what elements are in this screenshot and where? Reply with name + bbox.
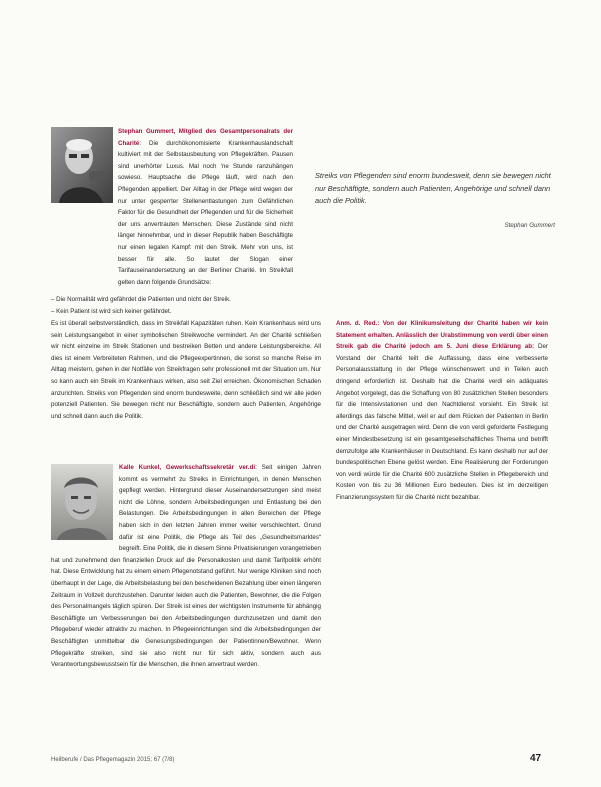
section1-name: Stephan Gummert	[118, 128, 174, 135]
page-number: 47	[530, 753, 542, 764]
section2-body: : Seit einigen Jahren kommt es vermehrt zu Streiks in Einrichtungen, in denen Menschen gepflegt werden. Hintergrund dieser Auseinandersetzungen sind meist nicht die Löhne, sondern Arbeitsbedingungen und Entlastung bei den Belastungen. Die Arbeitsbedingungen in allen Bereichen der Pflege haben sich in den letzten Jahren immer weiter verschlechtert. Grund dafür ist eine Politik, die Pflege als Teil des „Gesundheitsmarktes“ begreift. Eine Politik, die in diesem Sinne Privatisierungen vorangetrieben hat und zunehmend den finanziellen Druck auf die Personalkosten und damit Tarifpolitik erhöht hat. Diese Entwicklung hat zu einem einem Pflegenotstand geführt. Nur wenige Kliniken sind noch überhaupt in der Lage, die Arbeitsbelastung bei den bescheidenen Bezahlung über einen längeren Zeitraum in Vollzeit durchzustehen. Darunter leiden auch die Patienten, Bewohner, die die Folgen des Personalmangels täglich spüren. Der Streik ist eines der wichtigsten Instrumente für abhängig Beschäftigte um Verbesserungen bei den Arbeitsbedingungen durchzusetzen und damit den Pflegeberuf wieder attraktiv zu machen. In Pflegeeinrichtungen sind die Arbeitsbedingungen der Beschäftigten unmittelbar die Genesungsbedingungen der Patientinnen/Bewohner. Wenn Pflegekräfte streiken, sind sie also nicht nur für sich aktiv, sondern auch aus Verantwortungsbewusstsein für die Menschen, die ihnen anvertraut werden.	[51, 464, 321, 669]
section1-text: : Die durchökonomisierte Krankenhauslandschaft kultiviert mit der Selbstausbeutung von Pflegekräften. Pausen sind unerhörter Luxus. Mal noch 'ne Stunde ranzuhängen sowieso. Hauptsache die Pflege läuft, wird nach den Pflegenden appelliert. Der Alltag in der Pflege wird wegen der nur unter gesperrter Stellenentlastungen zum Gefährlichen Faktor für die Gesundheit der Pflegenden und für die Sicherheit der uns anvertrauten Menschen. Diese Zustände sind nicht länger hinnehmbar, und in dieser Republik haben Beschäftigte nur einen legalen Kampf: mit den Streik. Mehr von uns, ist besser für alle. So lautet der Slogan einer Tarifauseinandersetzung an der Berliner Charité. Im Streikfall gelten dann folgende Grundsätze:	[118, 139, 293, 286]
list-item: – Die Normalität wird gefährdet die Patienten und nicht der Streik.	[51, 296, 231, 303]
list-item: – Kein Patient ist wird sich keiner gefährdet.	[51, 307, 172, 315]
footer-journal: Heilberufe / Das Pflegemagazin 2015; 67 (7/8)	[51, 757, 175, 763]
section2-name: Kalle Kunkel	[119, 464, 160, 471]
section1-continuation	[51, 318, 321, 422]
pull-quote-text: Streiks von Pflegenden sind enorm bundesweit, denn sie bewegen nicht nur Beschäftigte, sondern auch Patienten, Angehörige und schnell dann auch die Politik.	[315, 171, 551, 205]
editorial-note	[336, 318, 548, 504]
pull-quote	[315, 170, 555, 208]
list-item-text: Die Normalität wird gefährdet die Patienten und nicht der Streik.	[56, 296, 231, 303]
editorial-note-heading: Anm. d. Red.: Von der Klinikumsleitung der Charité haben wir kein Statement erhalten. Anlässlich der Urabstimmung von verdi über einen Streik gab die Charité jedoch am 5. Juni diese Erklärung ab:	[336, 320, 548, 351]
section1-continuation-text: Es ist überall selbstverständlich, dass im Streikfall Kapazitäten ruhen. Kein Krankenhaus wird uns sein Leistungsangebot in einer symbolischen Streikwoche vermindert. An der Charité schließen wir nicht einzelne im Streik Stationen und bestreiken Betten und andere Leistungsbereiche. All dies ist einem Verbreiteten Rahmen, und die Pflegeexpertinnen, die sonst so manche Reise im Alltag meistern, gehen in der Notfälle von Streikfragen sehr professionell mit der Situation um. Nur so kann auch ein Streik im Krankenhaus wirken, also seit Ziel erreichen. Ökonomischen Schaden anzurichten. Streiks von Pflegenden sind enorm bundesweite, denn schließlich sind wir alle jeden potenziell Patienten. Sie bewegen nicht nur Beschäftigte, sondern auch Patienten, Angehörige und schnell dann auch die Politik.	[51, 320, 321, 420]
photo-stephan-gummert	[51, 127, 113, 203]
section1-list	[51, 294, 321, 317]
pull-quote-author: Stephan Gummert	[504, 222, 555, 229]
portrait-illustration	[51, 127, 113, 203]
section1-role: , Mitglied des Gesamtpersonalrats der Charité	[118, 128, 293, 147]
section2-role: , Gewerkschaftssekretär ver.di	[159, 464, 256, 471]
editorial-note-statement: Der Vorstand der Charité teilt die Auffassung, dass eine verbesserte Personalausstattung in der Pflege wünschenswert und in Teilen auch dringend erforderlich ist. Deshalb hat die Charité verdi ein adäquates Angebot vorgelegt, das die Schaffung von 80 zusätzlichen Stellen besonders für die Intensivstationen und den Nachtdienst vorsieht. Ein Streik ist allerdings das falsche Mittel, weil er auf dem Rücken der Patienten in Berlin und der Charité ausgetragen wird. Denn die von verdi geforderte Festlegung einer Mindestbesetzung ist ein gesamtgesellschaftliches Thema und betrifft demzufolge alle Krankenhäuser in Deutschland. Es kann deshalb nur auf der bundespolitischen Ebene gelöst werden. Eine Realisierung der Forderungen von verdi würde für die Charité 600 zusätzliche Stellen in Pflegebereich und Kosten von bis zu 36 Millionen Euro bedeuten. Dies ist im derzeitigen Finanzierungssystem für die Charité nicht bezahlbar.	[336, 343, 548, 501]
section2-text	[51, 462, 321, 671]
photo-float-space	[51, 462, 119, 546]
section1-intro	[118, 126, 293, 288]
list-item-text: Kein Patient ist wird sich keiner gefährdet.	[56, 307, 172, 315]
